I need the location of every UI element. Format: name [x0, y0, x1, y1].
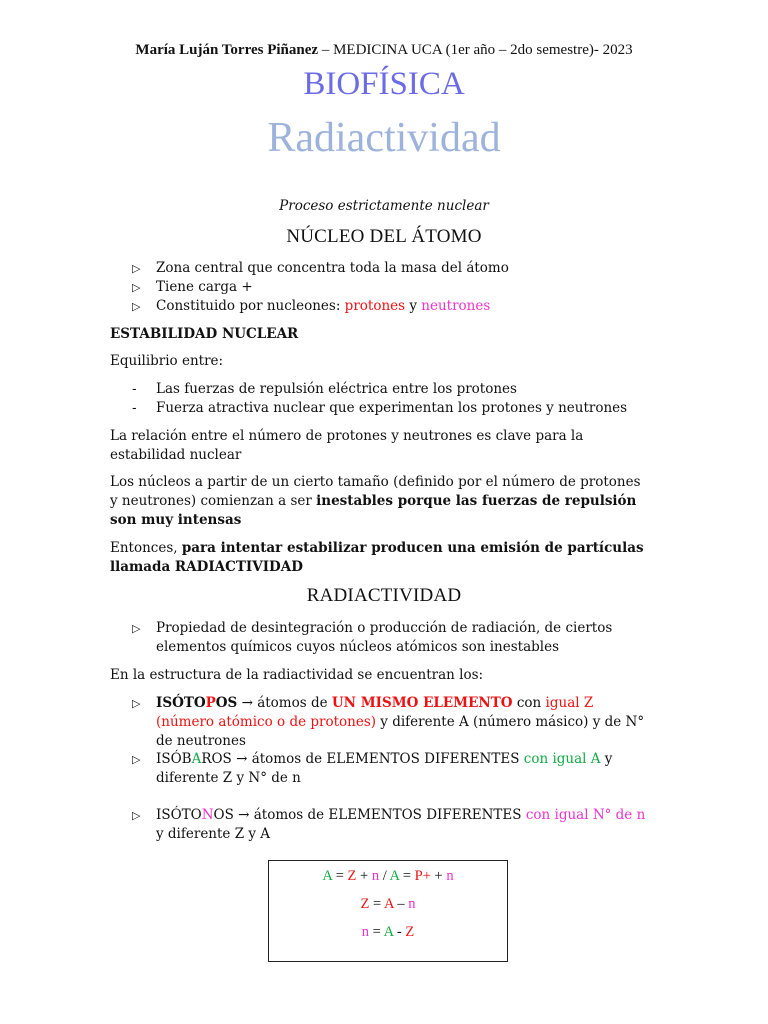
list-item	[132, 806, 652, 844]
list-item	[132, 259, 652, 278]
formula-equals: =	[369, 896, 385, 912]
formula-a: A	[384, 896, 394, 912]
mismo-elemento-text: UN MISMO ELEMENTO	[331, 695, 513, 711]
formula-n: n	[371, 868, 380, 884]
stability-dash-list	[132, 380, 652, 418]
formula-a: A	[389, 868, 400, 884]
isotonos-item	[132, 806, 652, 844]
formula-equals: =	[332, 868, 348, 884]
section-heading-nucleo: NÚCLEO DEL ÁTOMO	[286, 226, 482, 247]
list-item	[132, 619, 652, 657]
paragraph-text: Entonces,	[110, 540, 182, 556]
formula-minus: -	[393, 924, 406, 940]
triangle-bullet-icon: ▷	[132, 753, 141, 766]
list-item	[132, 399, 652, 418]
dash-bullet: -	[132, 400, 137, 416]
topic-title: Radiactividad	[267, 115, 501, 161]
isotopos-term: ISÓTO	[156, 695, 206, 711]
formula-z: Z	[360, 896, 370, 912]
isotonos-term: ISÓTO	[156, 807, 202, 823]
radiactividad-intro: En la estructura de la radiactividad se encuentran los:	[110, 667, 484, 683]
dash-bullet: -	[132, 381, 137, 397]
isotopos-item	[132, 694, 652, 751]
formula-plus: +	[430, 868, 447, 884]
stability-paragraph-3	[110, 539, 650, 577]
stability-heading	[110, 325, 650, 344]
author-name: María Luján Torres Piñanez	[135, 42, 319, 58]
isobaros-term: ISÓB	[156, 751, 192, 767]
list-item-text: Propiedad de desintegración o producción de radiación, de ciertos elementos químicos cuyos núcleos atómicos son inestables	[156, 620, 613, 655]
arrow-text: → átomos de	[237, 695, 332, 711]
section-heading-radiactividad: RADIACTIVIDAD	[306, 585, 462, 606]
subject-title: BIOFÍSICA	[303, 66, 465, 102]
plain-text: OS → átomos de ELEMENTOS DIFERENTES	[213, 807, 526, 823]
list-item-text: Tiene carga +	[156, 279, 253, 295]
stability-paragraph-2	[110, 473, 650, 530]
igual-z-text: igual Z (número atómico o de protones)	[156, 695, 594, 730]
radiactividad-bullet-list	[132, 619, 652, 657]
triangle-bullet-icon: ▷	[132, 809, 141, 822]
list-item	[132, 750, 652, 788]
plain-text: con	[512, 695, 546, 711]
formula-z: Z	[405, 924, 415, 940]
list-item-text: Las fuerzas de repulsión eléctrica entre los protones	[156, 381, 517, 397]
formula-line-2	[269, 890, 507, 918]
list-item	[132, 694, 652, 751]
paragraph-bold-text: inestables porque las fuerzas de repulsión son muy intensas	[110, 493, 637, 528]
triangle-bullet-icon: ▷	[132, 281, 141, 294]
formula-equals: =	[368, 924, 384, 940]
isobaros-term-highlight: A	[191, 751, 202, 767]
list-item	[132, 278, 652, 297]
paragraph-bold-text: para intentar estabilizar producen una emisión de partículas llamada RADIACTIVIDAD	[110, 540, 644, 575]
stability-intro: Equilibrio entre:	[110, 353, 224, 369]
triangle-bullet-icon: ▷	[132, 300, 141, 313]
formula-line-3	[269, 918, 507, 946]
formula-n: n	[361, 924, 369, 940]
formula-n: n	[446, 868, 454, 884]
protones-text: protones	[344, 298, 406, 314]
isotopos-term: OS	[215, 695, 238, 711]
list-item	[132, 297, 652, 316]
stability-paragraph-1: La relación entre el número de protones y neutrones es clave para la estabilidad nuclear	[110, 428, 584, 463]
isotonos-term-highlight: N	[201, 807, 214, 823]
formula-a: A	[383, 924, 394, 940]
subtitle: Proceso estrictamente nuclear	[279, 198, 489, 214]
isobaros-item	[132, 750, 652, 788]
stability-heading-text: ESTABILIDAD NUCLEAR	[110, 326, 299, 342]
list-item-text: Constituido por nucleones:	[156, 298, 345, 314]
formula-minus: –	[393, 896, 409, 912]
formula-z: Z	[347, 868, 357, 884]
course-info: – MEDICINA UCA (1er año – 2do semestre)- 2023	[318, 42, 633, 58]
neutrones-text: neutrones	[421, 298, 491, 314]
page-header	[0, 42, 768, 59]
plain-text: y diferente Z y A	[156, 826, 271, 842]
triangle-bullet-icon: ▷	[132, 697, 141, 710]
formula-plus: +	[356, 868, 372, 884]
triangle-bullet-icon: ▷	[132, 622, 141, 635]
formula-a: A	[322, 868, 333, 884]
isotopos-term-highlight: P	[205, 695, 216, 711]
plain-text: ROS → átomos de ELEMENTOS DIFERENTES	[201, 751, 524, 767]
formula-n: n	[408, 896, 416, 912]
formula-p: P+	[414, 868, 431, 884]
triangle-bullet-icon: ▷	[132, 262, 141, 275]
paragraph-text: Los núcleos a partir de un cierto tamaño (definido por el número de protones y neutrones) comienzan a ser	[110, 474, 641, 509]
plain-text: y diferente Z y N° de n	[156, 751, 613, 786]
list-item-text: Zona central que concentra toda la masa del átomo	[156, 260, 509, 276]
formula-box	[268, 860, 508, 962]
list-item	[132, 380, 652, 399]
plain-text: y diferente A (número másico) y de N° de neutrones	[156, 714, 645, 749]
list-item-text: Fuerza atractiva nuclear que experimentan los protones y neutrones	[156, 400, 628, 416]
formula-slash: /	[379, 868, 390, 884]
igual-a-text: con igual A	[523, 751, 601, 767]
formula-line-1	[269, 862, 507, 890]
conjunction-text: y	[405, 298, 422, 314]
formula-equals: =	[399, 868, 415, 884]
igual-n-text: con igual N° de n	[525, 807, 646, 823]
nucleo-bullet-list	[132, 259, 652, 316]
